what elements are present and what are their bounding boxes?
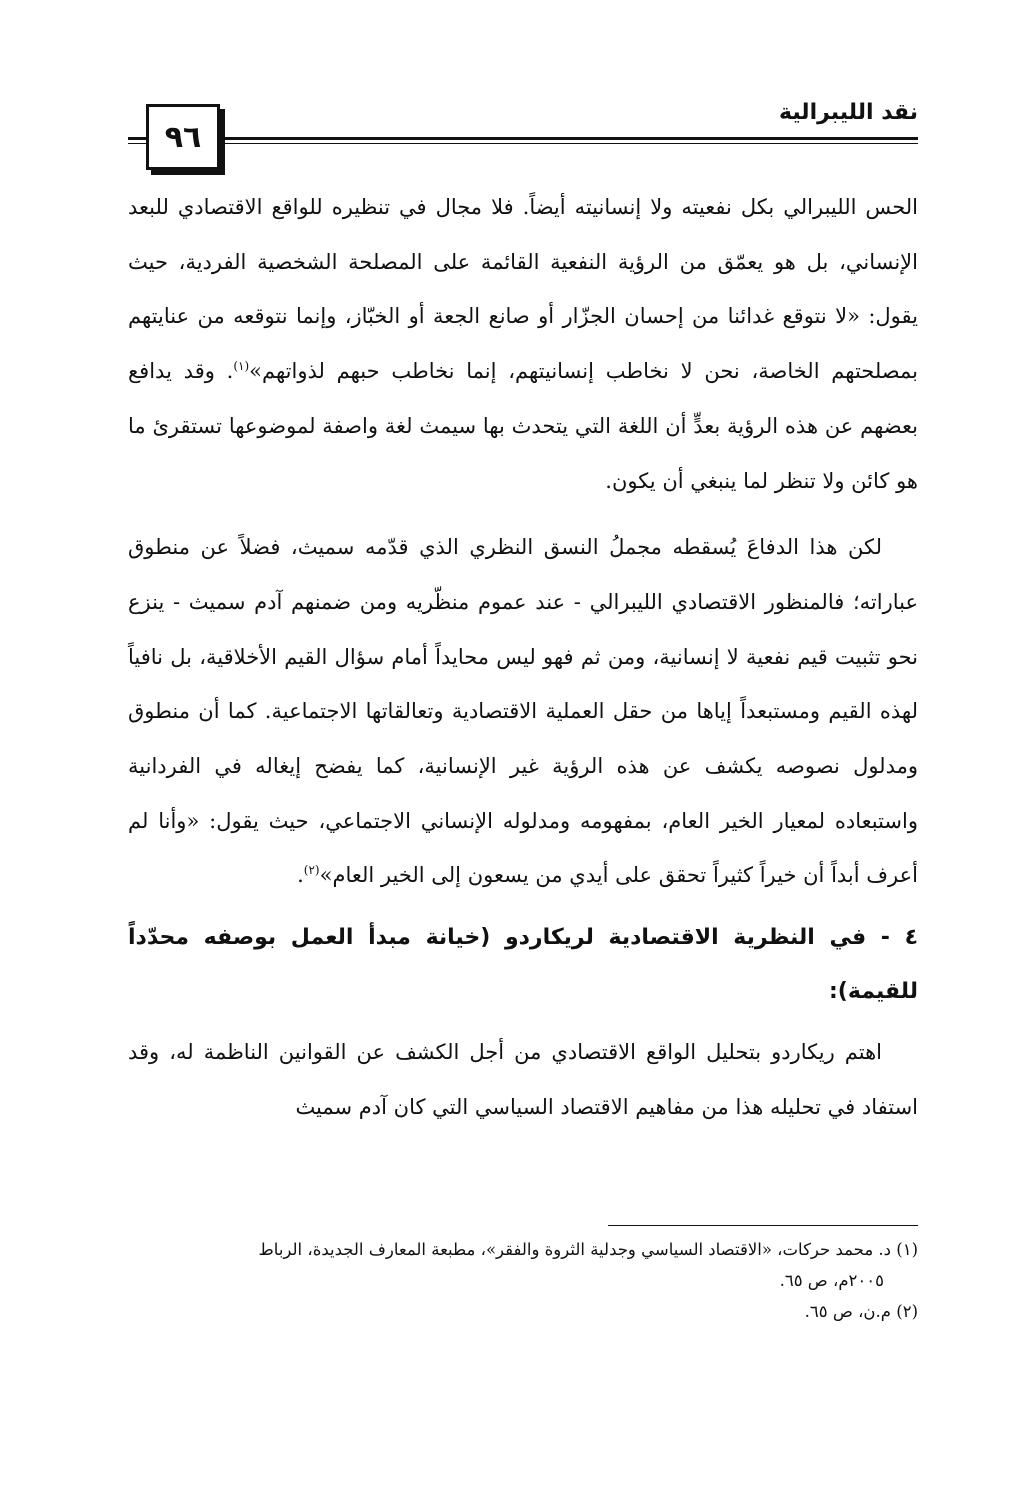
paragraph-3: اهتم ريكاردو بتحليل الواقع الاقتصادي من أجل الكشف عن القوانين الناظمة له، وقد استفاد في تحليله هذا من مفاهيم الاقتصاد السياسي التي كان آدم سميث <box>128 1040 918 1119</box>
footnote-2-line-1: (٢) م.ن، ص ٦٥. <box>804 1302 918 1321</box>
footnote-1-line-1: (١) د. محمد حركات، «الاقتصاد السياسي وجدلية الثروة والفقر»، مطبعة المعارف الجديدة، الرباط <box>258 1240 918 1259</box>
header-rule-thin <box>128 143 918 144</box>
footnote-ref-1: (١) <box>233 359 250 374</box>
footnote-1 <box>128 1234 918 1296</box>
footnote-separator <box>608 1225 918 1226</box>
header-rule-thick <box>128 137 918 140</box>
footnotes <box>128 1234 918 1327</box>
section-heading: ٤ - في النظرية الاقتصادية لريكاردو (خيانة مبدأ العمل بوصفه محدّداً للقيمة): <box>128 925 918 1005</box>
paragraph-1 <box>128 180 918 508</box>
paragraph-1-text: الحس الليبرالي بكل نفعيته ولا إنسانيته أيضاً. فلا مجال في تنظيره للواقع الاقتصادي للبعد الإنساني، بل هو يعمّق من الرؤية النفعية القائمة على المصلحة الشخصية الفردية، حيث يقول: «لا نتوقع غدائنا من إحسان الجزّار أو صانع الجعة أو الخبّاز، وإنما نتوقعه من عنايتهم بمصلحتهم الخاصة، نحن لا نخاطب إنسانيتهم، إنما نخاطب حبهم لذواتهم» <box>128 195 918 384</box>
footnote-1-line-2: ٢٠٠٥م، ص ٦٥. <box>779 1271 884 1290</box>
footnote-2 <box>128 1296 918 1327</box>
paragraph-2-text: لكن هذا الدفاعَ يُسقطه مجملُ النسق النظري الذي قدّمه سميث، فضلاً عن منطوق عباراته؛ فالمنظور الاقتصادي الليبرالي - عند عموم منظّريه ومن ضمنهم آدم سميث - ينزع نحو تثبيت قيم نفعية لا إنسانية، ومن ثم فهو ليس محايداً أمام سؤال القيم الأخلاقية، بل نافياً لهذه القيم ومستبعداً إياها من حقل العملية الاقتصادية وتعالقاتها الاجتماعية. كما أن منطوق ومدلول نصوصه يكشف عن هذه الرؤية غير الإنسانية، كما يفضح إيغاله في الفردانية واستبعاده لمعيار الخير العام، بمفهومه ومدلوله الإنساني الاجتماعي، حيث يقول: «وأنا لم أعرف أبداً أن خيراً كثيراً تحقق على أيدي من يسعون إلى الخير العام» <box>128 535 918 888</box>
footnote-ref-2: (٢) <box>303 863 320 878</box>
paragraph-1-text-after: . وقد يدافع بعضهم عن هذه الرؤية بعدٍّ أن اللغة التي يتحدث بها سيمث لغة واصفة لموضوعها تستقرئ ما هو كائن ولا تنظر لما ينبغي أن يكون. <box>128 359 918 493</box>
page-number: ٩٦ <box>146 104 220 170</box>
paragraph-2 <box>128 520 918 903</box>
paragraph-2-text-after: . <box>297 863 304 888</box>
body-text <box>128 180 918 1135</box>
running-header <box>128 96 918 176</box>
book-title: نقد الليبرالية <box>778 100 918 125</box>
